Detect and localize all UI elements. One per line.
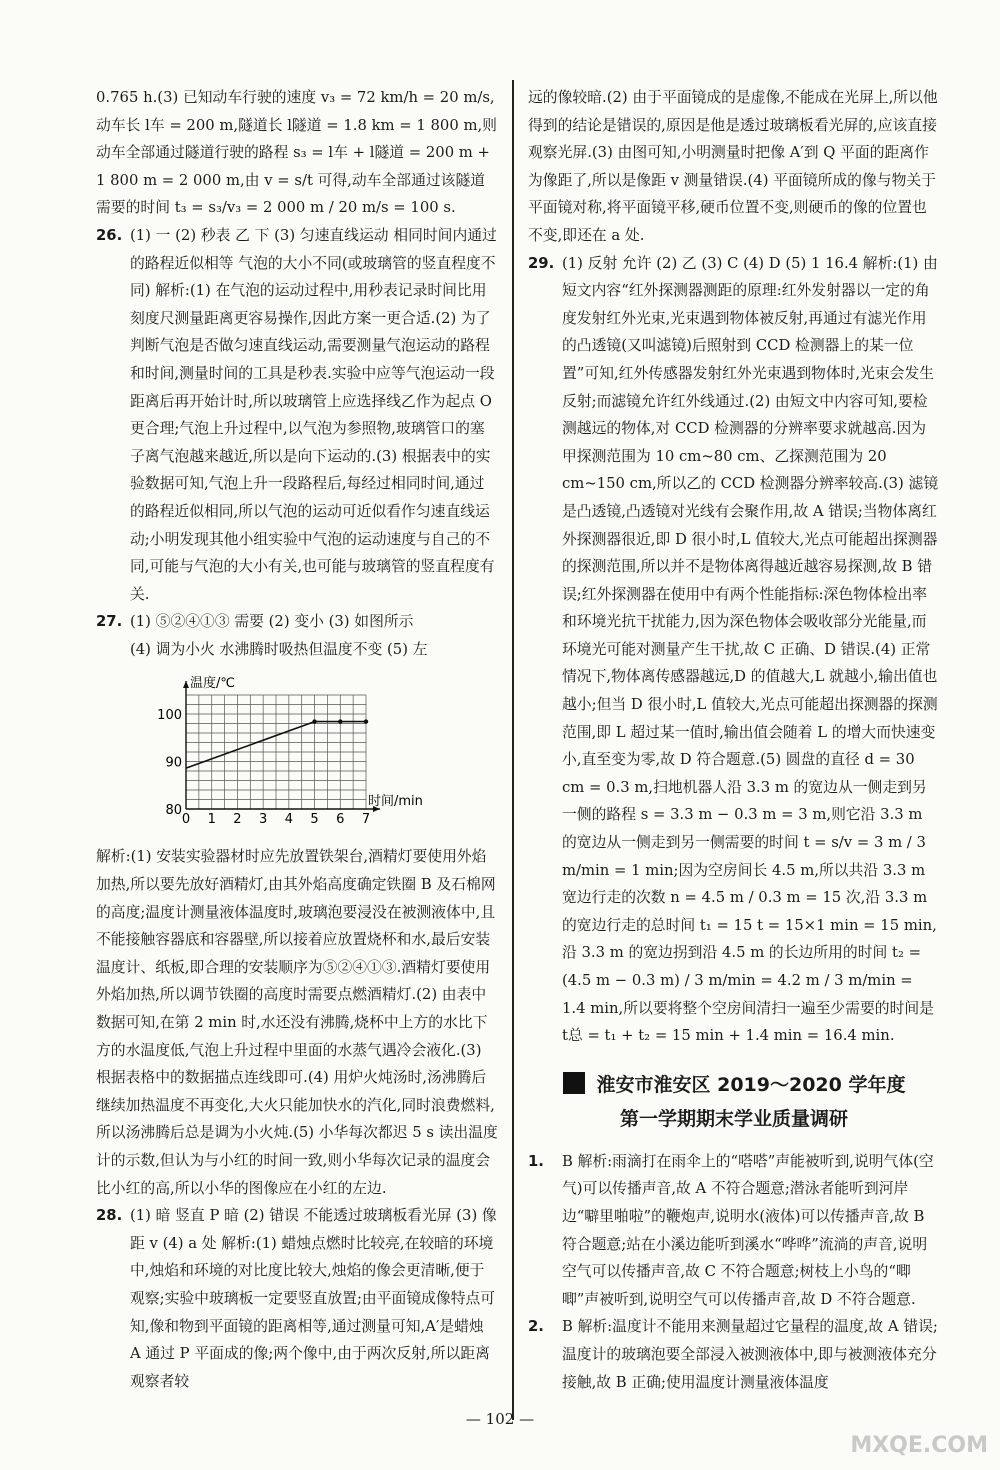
section-heading (528, 1068, 940, 1136)
y-tick-label: 90 (165, 755, 182, 771)
answer-27-analysis: 解析:(1) 安装实验器材时应先放置铁架台,酒精灯要使用外焰加热,所以要先放好酒精灯,由其外焰高度确定铁圈 B 及石棉网的高度;温度计测量液体温度时,玻璃泡要浸没在被测液体中,且不能接触容器底和容器壁,所以接着应放置烧杯和水,最后安装温度计、纸板,即合理的安装顺序为⑤②④①③.酒精灯要使用外焰加热,所以调节铁圈的高度时需要点燃酒精灯.(2) 由表中数据可知,在第 2 min 时,水还没有沸腾,烧杯中上方的水比下方的水温度低,气泡上升过程中里面的水蒸气遇冷会液化.(3) 根据表格中的数据描点连线即可.(4) 用炉火炖汤时,汤沸腾后继续加热温度不再变化,大火只能加快水的汽化,同时浪费燃料,所以汤沸腾后总是调为小火炖.(5) 小华每次都迟 5 s 读出温度计的示数,但认为与小红的时间一致,则小华每次记录的温度会比小红的高,所以小华的图像应在小红的左边. (96, 848, 498, 1197)
answer-line: (1) ⑤②④①③ 需要 (2) 变小 (3) 如图所示 (130, 613, 414, 631)
section-marker-icon (563, 1072, 585, 1094)
data-point (364, 720, 368, 724)
temperature-time-chart (156, 669, 423, 839)
x-tick-label: 3 (259, 812, 268, 828)
x-tick-label: 1 (207, 812, 216, 828)
x-tick-label: 2 (233, 812, 242, 828)
answer-28-continuation: 远的像较暗.(2) 由于平面镜成的是虚像,不能成在光屏上,所以他得到的结论是错误的,原因是他是透过玻璃板看光屏的,应该直接观察光屏.(3) 由图可知,小明测量时把像 A′到 Q 平面的距离作为像距了,所以是像距 v 测量错误.(4) 平面镜所成的像与物关于平面镜对称,将平面镜平移,硬币位置不变,则硬币的像的位置也不变,即还在 a 处. (528, 89, 938, 244)
y-tick-label: 80 (165, 803, 182, 819)
y-axis-label: 温度/℃ (190, 676, 235, 692)
answer-text: B 解析:雨滴打在雨伞上的“嗒嗒”声能被听到,说明气体(空气)可以传播声音,故 A 不符合题意;潜泳者能听到河岸边“噼里啪啦”的鞭炮声,说明水(液体)可以传播声音,故 B 符合题意;站在小溪边能听到溪水“哗哗”流淌的声音,说明空气可以传播声音,故 C 不符合题意;树枝上小鸟的“唧唧”声被听到,说明空气可以传播声音,故 D 不符合题意. (562, 1152, 934, 1308)
data-point (338, 720, 342, 724)
data-point (312, 720, 316, 724)
answer-25-continuation: 0.765 h.(3) 已知动车行驶的速度 v₃ = 72 km/h = 20 m/s,动车长 l车 = 200 m,隧道长 l隧道 = 1.8 km = 1 800 m,则动车全部通过隧道行驶的路程 s₃ = l车 + l隧道 = 200 m + 1 800 m = 2 000 m,由 v = s/t 可得,动车全部通过该隧道需要的时间 t₃ = s₃/v₃ = 2 000 m / 20 m/s = 100 s. (96, 89, 497, 217)
x-tick-label: 7 (361, 812, 371, 828)
x-tick-label: 4 (284, 812, 293, 828)
x-tick-label: 5 (310, 812, 319, 828)
section-title-line-2: 第一学期期末学业质量调研 (619, 1107, 848, 1130)
answer-29 (528, 250, 940, 1050)
left-column (96, 84, 498, 1395)
x-axis-label: 时间/min (368, 794, 423, 810)
answer-number: 26. (96, 226, 123, 244)
chart-svg (156, 669, 423, 839)
answer-28 (96, 1202, 498, 1395)
answer-27 (96, 608, 498, 663)
answer-number: 29. (528, 254, 555, 272)
answer-26 (96, 222, 498, 608)
answer-text: B 解析:温度计不能用来测量超过它量程的温度,故 A 错误;温度计的玻璃泡要全部浸入被测液体中,即与被测液体充分接触,故 B 正确;使用温度计测量液体温度 (562, 1318, 938, 1391)
right-column (528, 84, 940, 1396)
answer-text: (1) 暗 竖直 P 暗 (2) 错误 不能透过玻璃板看光屏 (3) 像距 v (4) a 处 解析:(1) 蜡烛点燃时比较亮,在较暗的环境中,烛焰和环境的对比度比较大,烛焰的像会更清晰,便于观察;实验中玻璃板一定要竖直放置;由平面镜成像特点可知,像和物到平面镜的距离相等,通过测量可知,A′是蜡烛 A 通过 P 平面成的像;两个像中,由于两次反射,所以距离观察者较 (130, 1207, 497, 1390)
y-axis-arrow-icon (183, 681, 189, 688)
y-tick-label: 100 (157, 708, 182, 724)
column-divider (512, 80, 514, 1420)
x-tick-label: 0 (181, 812, 191, 828)
answer-number: 27. (96, 613, 123, 631)
watermark: MXQE.COM (850, 1433, 988, 1458)
answer-text: (1) 反射 允许 (2) 乙 (3) C (4) D (5) 1 16.4 解析:(1) 由短文内容“红外探测器测距的原理:红外发射器以一定的角度发射红外光束,光束遇到物体被反射,再通过有滤光作用的凸透镜(又叫滤镜)后照射到 CCD 检测器上的某一位置”可知,红外传感器发射红外光束遇到物体时,光束会发生反射;而滤镜允许红外线通过.(2) 由短文中内容可知,要检测越远的物体,对 CCD 检测器的分辨率要求就越高.因为甲探测范围为 10 cm~80 cm、乙探测范围为 20 cm~150 cm,所以乙的 CCD 检测器分辨率较高.(3) 滤镜是凸透镜,凸透镜对光线有会聚作用,故 A 错误;当物体离红外探测器很近,即 D 很小时,L 值较大,光点可能超出探测器的探测范围,所以并不是物体离得越近越容易探测,故 B 错误;红外探测器在使用中有两个性能指标:深色物体检出率和环境光抗干扰能力,因为深色物体会吸收部分光能量,而环境光可能对测量产生干扰,故 C 正确、D 错误.(4) 正常情况下,物体离传感器越远,D 的值越大,L 就越小,输出值也越小;但当 D 很小时,L 值较大,光点可能超出探测器的探测范围,即 L 超过某一值时,输出值会随着 L 的增大而快速变小,直至变为零,故 D 符合题意.(5) 圆盘的直径 d = 30 cm = 0.3 m,扫地机器人沿 3.3 m 的宽边从一侧走到另一侧的路程 s = 3.3 m − 0.3 m = 3 m,则它沿 3.3 m 的宽边从一侧走到另一侧需要的时间 t = s/v = 3 m / 3 m/min = 1 min;因为空房间长 4.5 m,所以共沿 3.3 m 宽边行走的次数 n = 4.5 m / 0.3 m = 15 次,沿 3.3 m 的宽边行走的总时间 t₁ = 15 t = 15×1 min = 15 min,沿 3.3 m 的宽边拐到沿 4.5 m 的长边所用的时间 t₂ = (4.5 m − 0.3 m) / 3 m/min = 4.2 m / 3 m/min = 1.4 min,所以要将整个空房间清扫一遍至少需要的时间是 t总 = t₁ + t₂ = 15 min + 1.4 min = 16.4 min. (562, 254, 939, 1045)
answer-text: (1) 一 (2) 秒表 乙 下 (3) 匀速直线运动 相同时间内通过的路程近似相等 气泡的大小不同(或玻璃管的竖直程度不同) 解析:(1) 在气泡的运动过程中,用秒表记录时间比用刻度尺测量距离更容易操作,因此方案一更合适.(2) 为了判断气泡是否做匀速直线运动,需要测量气泡运动的路程和时间,测量时间的工具是秒表.实验中应等气泡运动一段距离后再开始计时,所以玻璃管上应选择线乙作为起点 O 更合理;气泡上升过程中,以气泡为参照物,玻璃管口的塞子离气泡越来越近,所以是向下运动的.(3) 根据表中的实验数据可知,气泡上升一段路程后,每经过相同时间,通过的路程近似相同,所以气泡的运动可近似看作匀速直线运动;小明发现其他小组实验中气泡的运动速度与自己的不同,可能与气泡的大小有关,也可能与玻璃管的竖直程度有关. (130, 226, 497, 603)
answer-line: (4) 调为小火 水沸腾时吸热但温度不变 (5) 左 (130, 640, 428, 658)
question-2 (528, 1313, 940, 1396)
question-1 (528, 1148, 940, 1314)
page-number: — 102 — (465, 1410, 535, 1428)
section-title-line-1: 淮安市淮安区 2019～2020 学年度 (596, 1073, 906, 1096)
answer-number: 1. (528, 1152, 544, 1170)
x-tick-label: 6 (336, 812, 345, 828)
answer-number: 28. (96, 1207, 123, 1225)
answer-number: 2. (528, 1318, 544, 1336)
